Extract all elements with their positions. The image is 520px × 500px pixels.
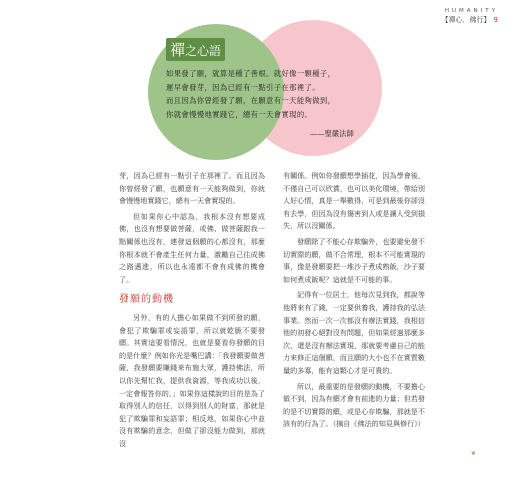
paragraph: 另外，有的人擔心如果做不到所發的願，會犯了欺騙罪或妄語罪，所以就乾脆不要發願。其實這要看情況，也就是要看你發願的目的是什麼？例如你光是嘴巴講：「我發願要做菩薩，我發願要賺錢來布施大眾，護持佛法，所以你先幫忙我，提供我資源，等我成功以後，一定會報答你的。」如果你這樣說的目的是為了取得別人的信任，以得到別人的財富，那就是犯了欺騙罪和妄語罪；相反地，如果你心中並沒有欺騙的意念，但做了卻沒能力做到，那就沒 <box>119 312 265 448</box>
leaf-ornament-icon: ❦ <box>470 450 476 457</box>
quote-box <box>166 38 378 121</box>
paragraph: 芽，因為已經有一點引子在那裡了。而且因為你曾經發了願，也願意有一天能夠做到，你就會慢慢地實踐它，總有一天會實現的。 <box>119 171 265 206</box>
page-number: 9 <box>493 16 498 24</box>
paragraph: 有關係。例如你發願想學插花，因為學會後，不僅自己可以欣賞，也可以美化環境，帶給別人好心情，真是一舉數得，可是到最後你卻沒有去學，但因為沒有傷害到人或是讓人受到損失，所以沒關係。 <box>283 171 425 231</box>
paragraph: 記得有一位居士，他每次見到我，都說等他將來有了錢，一定要供養我，護持我的弘法事業。然而一次一次都沒有辦法實踐，我相信他的初發心絕對沒有問題，但如果經過那麼多次，還是沒有辦法實現，那就要考慮自己的能力來修正這個願，而且願的大小也不在實質數量的多寡，能有這顆心才是可貴的。 <box>283 290 425 375</box>
running-header <box>442 8 498 25</box>
header-chinese <box>442 15 498 25</box>
quote-title-first: 禪 <box>170 41 186 59</box>
quote-author: ——聖嚴法師 <box>310 129 354 138</box>
quote-line: 你就會慢慢地實踐它，總有一天會實現的。 <box>166 109 313 119</box>
quote-line: 而且因為你曾經發了願，在願意有一天能夠做到， <box>166 96 336 105</box>
section-title: 發願的動機 <box>119 294 174 306</box>
quote-line: 如果發了願，就算是種了善根。就好像一顆種子， <box>166 69 336 78</box>
paragraph: 發願除了不能心存欺騙外，也要避免發不切實際的願，做不合常理，根本不可能實現的事，像是發願要把一堆沙子煮成熟飯，沙子要如何煮成飯呢？這就是不可能的事。 <box>283 236 425 284</box>
paragraph: 所以，最重要的是發願的動機，不要擔心做不到，因為有願才會有前進的力量；但若發的是不切實際的願，或是心存欺騙，那就是不該有的行為了。（摘自《佛法的知見與修行》） <box>283 381 425 429</box>
left-column <box>119 170 265 453</box>
right-column <box>283 170 425 434</box>
quote-text <box>166 67 378 121</box>
paragraph: 但如果你心中認為，我根本沒有想要成佛，也沒有想要做菩薩，或佛、做菩薩跟我一點關係也沒有，連發這個願的心都沒有，那麼你根本就不會產生任何力量，激勵自己往成佛之路邁進，所以也永遠都不會有成佛的機會了。 <box>119 211 265 284</box>
quote-line: 遲早會發芽，因為已經有一點引子在那裡了。 <box>166 82 320 92</box>
quote-title <box>166 38 225 61</box>
header-english: HUMANITY <box>444 8 498 14</box>
quote-title-rest: 之心語 <box>185 44 222 58</box>
header-section-title: 【禪心．佛行】 <box>441 16 491 24</box>
